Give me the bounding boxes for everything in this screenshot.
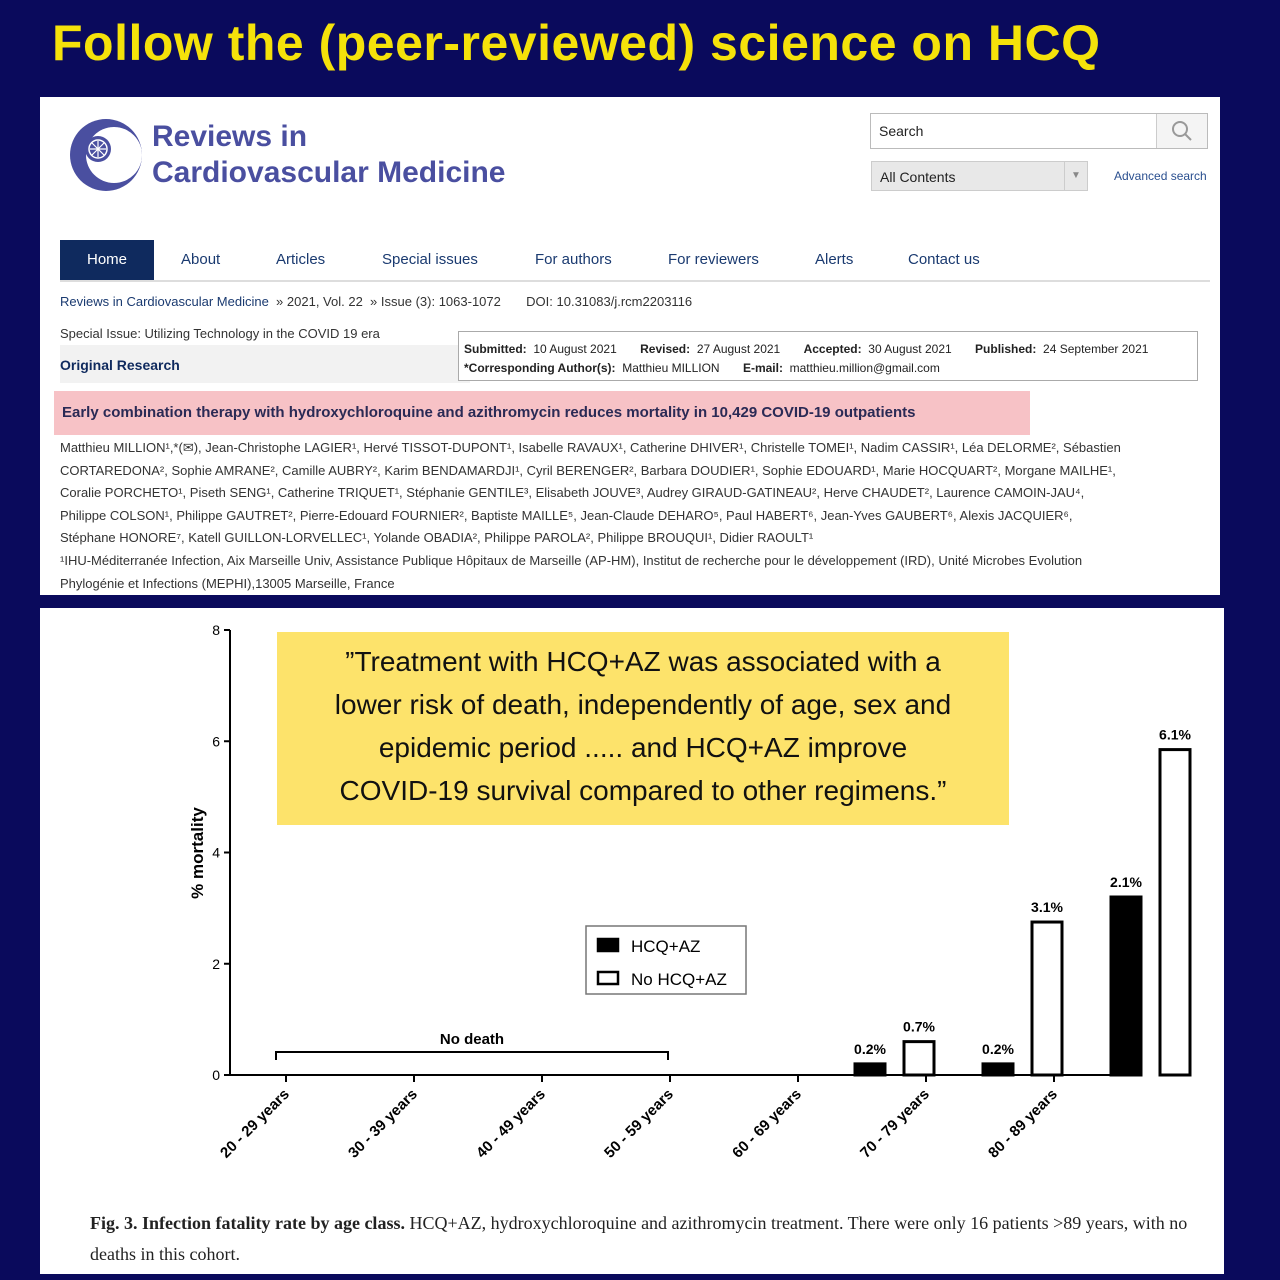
headline: Follow the (peer-reviewed) science on HCQ [52,15,1101,71]
search-icon [1171,120,1193,142]
nav-about[interactable]: About [181,251,221,268]
x-tick-label: 70 - 79 years [857,1085,933,1162]
dates-box [458,331,1198,381]
x-tick-label: 50 - 59 years [601,1085,677,1162]
figure-panel [40,608,1224,1274]
content-scope-value: All Contents [880,169,956,185]
advanced-search-link[interactable]: Advanced search [1114,169,1207,183]
journal-logo-icon [68,117,144,193]
bar-hcq-az [855,1064,885,1075]
doi[interactable]: DOI: 10.31083/j.rcm2203116 [526,294,693,309]
data-label: 0.2% [982,1040,1014,1057]
breadcrumb-issue[interactable]: Issue (3): 1063-1072 [380,294,501,309]
content-scope-select[interactable] [871,161,1088,191]
y-tick-label: 0 [212,1067,220,1083]
figure-caption [90,1208,1210,1270]
y-axis-label: % mortality [188,807,207,899]
nav-alerts[interactable]: Alerts [815,251,854,268]
data-label: 0.7% [903,1018,935,1035]
journal-name[interactable] [152,119,505,191]
chevron-down-icon: ▼ [1064,162,1087,190]
bar-hcq-az [1111,897,1141,1075]
accepted-date: 30 August 2021 [868,342,952,356]
breadcrumb [60,294,692,309]
author-line: Philippe COLSON¹, Philippe GAUTRET², Pierre-Edouard FOURNIER², Baptiste MAILLE⁵, Jean-Claude DEHARO⁵, Paul HABERT⁶, Jean-Yves GAUBERT⁶, Alexis JACQUIER⁶, [60,507,1073,523]
quote-line: lower risk of death, independently of age, sex and [334,689,952,720]
article-type-bar [60,345,470,383]
journal-name-line1: Reviews in [152,120,308,153]
legend-label: No HCQ+AZ [631,970,727,989]
revised-date: 27 August 2021 [696,342,781,356]
quote-box [277,632,1009,825]
nav-for-authors[interactable]: For authors [535,251,612,268]
email-link[interactable]: matthieu.million@gmail.com [789,361,940,375]
author-line: CORTAREDONA², Sophie AMRANE², Camille AUBRY², Karim BENDAMARDJI¹, Cyril BERENGER², Barbara DOUDIER¹, Sophie EDOUARD¹, Marie HOCQUART², Morgane MAILHE¹, [60,462,1116,478]
nav-articles[interactable]: Articles [276,251,326,268]
quote-line: ”Treatment with HCQ+AZ was associated with a [345,646,941,677]
affiliation-line: ¹IHU-Méditerranée Infection, Aix Marseille Univ, Assistance Publique Hôpitaux de Marseille (AP-HM), Institut de recherche pour le développement (IRD), Unité Microbes Evolution [60,552,1083,568]
search-box [870,113,1208,149]
main-nav [60,240,1210,282]
search-input[interactable] [877,122,1151,140]
data-label: 0.2% [854,1040,886,1057]
author-list [60,437,1205,595]
y-tick-label: 2 [212,955,220,972]
y-tick-label: 8 [212,622,220,638]
corresponding-label: *Corresponding Author(s): [464,361,616,375]
bar-no-hcq-az [1032,922,1062,1075]
submitted-label: Submitted: [464,342,527,356]
search-button[interactable] [1156,114,1207,148]
y-tick-label: 4 [212,844,220,861]
legend-swatch [598,939,618,951]
quote-line: epidemic period ..... and HCQ+AZ improve [378,732,908,763]
author-line: Matthieu MILLION¹,*(✉), Jean-Christophe LAGIER¹, Hervé TISSOT-DUPONT¹, Isabelle RAVAUX¹, Catherine DHIVER¹, Christelle TOMEI¹, Nadim CASSIR¹, Léa DELORME², Sébastien [60,440,1121,455]
x-tick-label: 80 - 89 years [985,1085,1061,1162]
bar-no-hcq-az [1160,750,1190,1075]
quote-line: COVID-19 survival compared to other regimens.” [339,775,947,806]
breadcrumb-journal[interactable]: Reviews in Cardiovascular Medicine [60,294,269,309]
breadcrumb-volume[interactable]: 2021, Vol. 22 [286,294,363,309]
corresponding-author: Matthieu MILLION [622,361,720,375]
x-tick-label: 40 - 49 years [473,1085,549,1162]
bar-hcq-az [983,1064,1013,1075]
published-date: 24 September 2021 [1043,342,1149,356]
author-line: Stéphane HONORE⁷, Katell GUILLON-LORVELLEC¹, Yolande OBADIA², Philippe PAROLA², Philippe BROUQUI¹, Didier RAOULT¹ [60,530,814,546]
journal-page-panel [40,97,1220,595]
accepted-label: Accepted: [803,342,862,356]
data-label: 6.1% [1159,726,1191,743]
nav-contact-us[interactable]: Contact us [908,251,980,268]
legend-label: HCQ+AZ [631,937,701,956]
caption-title: Fig. 3. Infection fatality rate by age class. [90,1213,405,1233]
data-label: 3.1% [1031,899,1063,916]
breadcrumb-sep: » [370,294,378,309]
annotation-no-death: No death [439,1031,505,1048]
affiliation-line: Phylogénie et Infections (MEPHI),13005 Marseille, France [60,575,395,591]
submitted-date: 10 August 2021 [533,342,617,356]
y-tick-label: 6 [212,733,220,750]
article-title-box [54,391,1030,435]
article-title: Early combination therapy with hydroxychloroquine and azithromycin reduces mortality in 10,429 COVID-19 outpatients [62,404,916,421]
special-issue[interactable]: Special Issue: Utilizing Technology in the COVID 19 era [60,326,380,341]
nav-for-reviewers[interactable]: For reviewers [668,251,759,268]
no-death-bracket [276,1052,668,1060]
journal-name-line2: Cardiovascular Medicine [152,156,506,189]
x-tick-label: 20 - 29 years [217,1085,293,1162]
revised-label: Revised: [640,342,691,356]
caption-text: HCQ+AZ, hydroxychloroquine and azithromycin treatment. There were only 16 patients >89 years, with no deaths in this cohort. [90,1213,1188,1264]
bar-no-hcq-az [904,1042,934,1075]
breadcrumb-sep: » [276,294,284,309]
nav-special-issues[interactable]: Special issues [382,251,478,268]
article-type: Original Research [60,357,180,373]
x-tick-label: 30 - 39 years [345,1085,421,1162]
author-line: Coralie PORCHETO¹, Piseth SENG¹, Catherine TRIQUET¹, Stéphanie GENTILE³, Elisabeth JOUVE³, Audrey GIRAUD-GATINEAU², Herve CHAUDET², Laurence CAMOIN-JAU⁴, [60,485,1085,501]
x-tick-label: 60 - 69 years [729,1085,805,1162]
email-label: E-mail: [742,361,783,375]
legend-swatch [598,972,618,984]
nav-home[interactable]: Home [60,240,154,280]
data-label: 2.1% [1110,874,1142,890]
published-label: Published: [975,342,1037,356]
